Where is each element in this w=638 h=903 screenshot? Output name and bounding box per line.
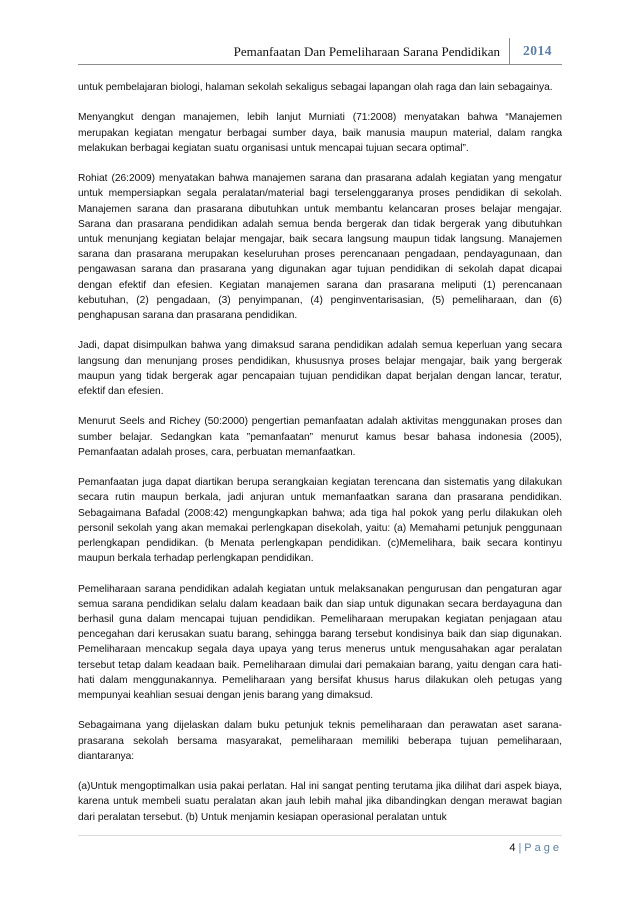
page-footer bbox=[509, 842, 562, 854]
paragraph-3: Rohiat (26:2009) menyatakan bahwa manajemen sarana dan prasarana adalah kegiatan yang mengatur untuk mempersiapkan segala peralatan/material bagi terselenggaranya proses pendidikan di sekolah. Manajemen sarana dan prasarana dibutuhkan untuk membantu kelancaran proses belajar mengajar. Sarana dan prasarana pendidikan adalah semua benda bergerak dan tidak bergerak yang dibutuhkan untuk menunjang kegiatan belajar mengajar, baik secara langsung maupun tidak langsung. Manajemen sarana dan prasarana merupakan keseluruhan proses perencanaan pengadaan, pendayagunaan, dan pengawasan sarana dan prasarana yang digunakan agar tujuan pendidikan di sekolah dapat dicapai dengan efektif dan efesien. Kegiatan manajemen sarana dan prasarana meliputi (1) perencanaan kebutuhan, (2) pengadaan, (3) penyimpanan, (4) penginventarisasian, (5) pemeliharaan, dan (6) penghapusan sarana dan prasarana pendidikan. bbox=[78, 173, 562, 322]
paragraph-9: (a)Untuk mengoptimalkan usia pakai perlatan. Hal ini sangat penting terutama jika dilihat dari aspek biaya, karena untuk membeli suatu peralatan akan jauh lebih mahal jika dibandingkan dengan merawat bagian dari peralatan tersebut. (b) Untuk menjamin kesiapan operasional peralatan untuk bbox=[78, 781, 562, 823]
paragraph-7: Pemeliharaan sarana pendidikan adalah kegiatan untuk melaksanakan pengurusan dan pengaturan agar semua sarana pendidikan selalu dalam keadaan baik dan siap untuk digunakan secara berdayaguna dan berhasil guna dalam mencapai tujuan pendidikan. Pemeliharaan merupakan kegiatan penjagaan atau pencegahan dari kerusakan suatu barang, sehingga barang tersebut kondisinya baik dan siap digunakan. Pemeliharaan mencakup segala daya upaya yang terus menerus untuk mengusahakan agar peralatan tersebut tetap dalam keadaan baik. Pemeliharaan dimulai dari pemakaian barang, yaitu dengan cara hati-hati dalam menggunakannya. Pemeliharaan yang bersifat khusus harus dilakukan oleh petugas yang mempunyai keahlian sesuai dengan jenis barang yang dimaksud. bbox=[78, 583, 562, 702]
paragraph-4: Jadi, dapat disimpulkan bahwa yang dimaksud sarana pendidikan adalah semua keperluan yang secara langsung dan menunjang proses pendidikan, khususnya proses belajar mengajar, baik yang bergerak maupun yang tidak bergerak agar pencapaian tujuan pendidikan dapat berjalan dengan lancar, teratur, efektif dan efesien. bbox=[78, 340, 562, 398]
body-text bbox=[78, 80, 562, 840]
paragraph-1: untuk pembelajaran biologi, halaman sekolah sekaligus sebagai lapangan olah raga dan lain sebagainya. bbox=[78, 82, 553, 93]
page-label: Page bbox=[524, 842, 562, 854]
page-header bbox=[78, 38, 562, 65]
footer-divider bbox=[78, 835, 562, 836]
page-number: 4 bbox=[509, 842, 516, 854]
paragraph-8: Sebagaimana yang dijelaskan dalam buku petunjuk teknis pemeliharaan dan perawatan aset sarana-prasarana sekolah bersama masyarakat, pemeliharaan memiliki beberapa tujuan pemeliharaan, diantaranya: bbox=[78, 720, 562, 762]
footer-separator: | bbox=[518, 842, 522, 854]
paragraph-6: Pemanfaatan juga dapat diartikan berupa serangkaian kegiatan terencana dan sistematis yang dilakukan secara rutin maupun berkala, jadi anjuran untuk memanfaatkan sarana dan prasarana pendidikan. Sebagaimana Bafadal (2008:42) mengungkapkan bahwa; ada tiga hal pokok yang perlu dilakukan oleh personil sekolah yang akan memakai perlengkapan disekolah, yaitu: (a) Memahami petunjuk penggunaan perlengkapan pendidikan. (b Menata perlengkapan pendidikan. (c)Memelihara, baik secara kontinyu maupun berkala terhadap perlengkapan pendidikan. bbox=[78, 477, 562, 565]
header-title: Pemanfaatan Dan Pemeliharaan Sarana Pendidikan bbox=[233, 44, 500, 59]
header-year: 2014 bbox=[523, 43, 552, 58]
paragraph-5: Menurut Seels and Richey (50:2000) pengertian pemanfaatan adalah aktivitas menggunakan proses dan sumber belajar. Sedangkan kata ”pemanfaatan” menurut kamus besar bahasa indonesia (2005), Pemanfaatan adalah proses, cara, perbuatan memanfaatkan. bbox=[78, 416, 562, 458]
header-divider bbox=[509, 38, 510, 64]
paragraph-2: Menyangkut dengan manajemen, lebih lanjut Murniati (71:2008) menyatakan bahwa “Manajemen merupakan kegiatan mengatur berbagai sumber daya, baik manusia maupun material, dalam rangka melakukan berbagai kegiatan suatu organisasi untuk mencapai tujuan secara optimal”. bbox=[78, 112, 562, 154]
